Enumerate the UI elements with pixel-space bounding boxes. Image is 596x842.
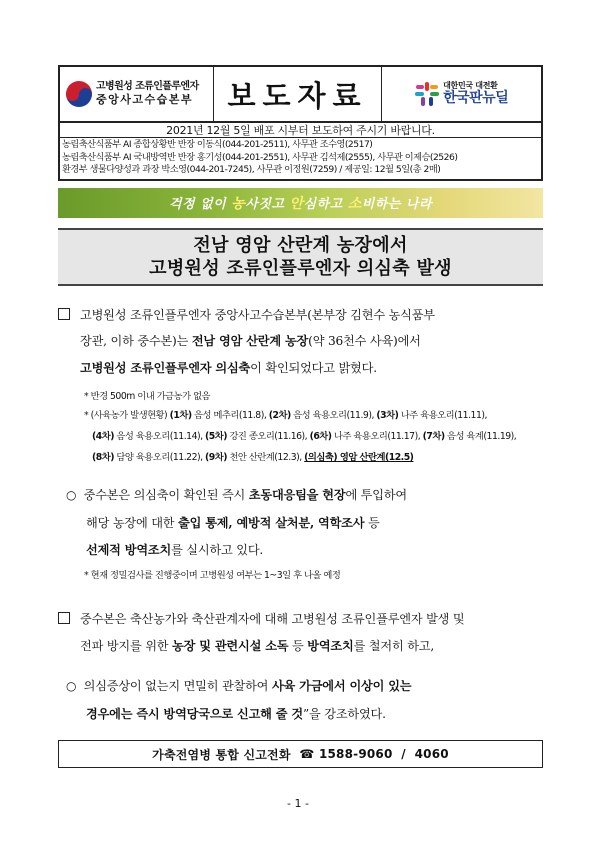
paragraph-2-line1: ○ 중수본은 의심축이 확인된 즉시 초동대응팀을 현장에 투입하여 xyxy=(66,488,407,502)
paragraph-2-line3: 선제적 방역조치를 실시하고 있다. xyxy=(86,543,264,557)
org-name-line2: 중앙사고수습본부 xyxy=(96,93,194,107)
page-number: - 1 - xyxy=(287,797,309,810)
newdeal-text xyxy=(443,81,508,107)
headline-line2: 고병원성 조류인플루엔자 의심축 발생 xyxy=(149,258,452,279)
paragraph-1-line2: 장관, 이하 중수본)는 전남 영암 산란계 농장(약 36천수 사육)에서 xyxy=(80,334,421,348)
paragraph-3-line2: 전파 방지를 위한 농장 및 관련시설 소독 등 방역조치를 철저히 하고, xyxy=(80,639,435,653)
slogan-text: 걱정 없이 농사짓고 안심하고 소비하는 나라 xyxy=(168,196,433,212)
note-inspection: * 현재 정밀검사를 진행중이며 고병원성 여부는 1~3일 후 나올 예정 xyxy=(84,570,341,581)
contact-line: 농림축산식품부 AI 국내방역반 반장 홍기성(044-201-2551), 사무관 김석제(2555), 사무관 이제승(2526) xyxy=(62,151,458,163)
paragraph-2-line2: 해당 농장에 대한 출입 통제, 예방적 살처분, 역학조사 등 xyxy=(86,516,380,530)
newdeal-slogan: 대한민국 대전환 xyxy=(443,80,498,90)
note-outbreak-history-line2: (4차) 음성 육용오리(11.14), (5차) 강진 종오리(11.16), (6차) 나주 육용오리(11.17), (7차) 음성 육계(11.19), xyxy=(92,431,517,442)
hotline-box xyxy=(58,740,543,768)
newdeal-logo-icon xyxy=(415,82,439,106)
government-emblem-icon xyxy=(66,81,92,107)
paragraph-3-line1: 중수본은 축산농가와 축산관계자에 대해 고병원성 조류인플루엔자 발생 및 xyxy=(58,606,465,632)
press-title: 보도자료 xyxy=(227,78,368,113)
hotline-number: 1588-9060 / 4060 xyxy=(318,747,449,761)
circle-bullet-icon: ○ xyxy=(66,488,77,502)
newdeal-name: 한국판뉴딜 xyxy=(443,90,509,107)
note-radius: * 반경 500m 이내 가금농가 없음 xyxy=(84,391,211,402)
paragraph-1-line3: 고병원성 조류인플루엔자 의심축이 확인되었다고 밝혔다. xyxy=(80,361,377,375)
contact-line: 농림축산식품부 AI 종합상황반 반장 이동식(044-201-2511), 사무관 조수영(2517) xyxy=(62,139,373,150)
slogan-banner xyxy=(58,188,543,218)
contact-list xyxy=(58,138,543,181)
headline-line1: 전남 영암 산란계 농장에서 xyxy=(193,235,408,256)
headline-box xyxy=(58,228,543,286)
release-note: 2021년 12월 5일 배포 시부터 보도하여 주시기 바랍니다. xyxy=(58,123,543,138)
note-outbreak-history-line3: (8차) 담양 육용오리(11.22), (9차) 천안 산란계(12.3), (의심축) 영암 산란계(12.5) xyxy=(92,452,414,463)
press-title-cell xyxy=(214,67,383,121)
hotline-label: 가축전염병 통합 신고전화 xyxy=(152,747,291,762)
org-cell xyxy=(60,67,214,121)
org-name-line1: 고병원성 조류인플루엔자 xyxy=(96,80,199,92)
paragraph-1-line1: 고병원성 조류인플루엔자 중앙사고수습본부(본부장 김현수 농식품부 xyxy=(58,302,435,328)
press-header xyxy=(58,65,543,181)
paragraph-4-line2: 경우에는 즉시 방역당국으로 신고해 줄 것”을 강조하였다. xyxy=(86,707,386,721)
square-bullet-icon xyxy=(58,612,70,624)
header-table xyxy=(58,65,543,123)
contact-line: 환경부 생물다양성과 과장 박소영(044-201-7245), 사무관 이정원(7259) / 제공일: 12월 5일(총 2매) xyxy=(62,164,441,175)
square-bullet-icon xyxy=(58,308,70,320)
newdeal-cell xyxy=(382,67,541,121)
paragraph-4-line1: ○ 의심증상이 없는지 면밀히 관찰하여 사육 가금에서 이상이 있는 xyxy=(66,679,412,693)
phone-icon: ☎ xyxy=(299,747,315,761)
circle-bullet-icon: ○ xyxy=(66,679,77,693)
note-outbreak-history-line1: * (사육농가 발생현황) (1차) 음성 메추리(11.8), (2차) 음성 육용오리(11.9), (3차) 나주 육용오리(11.11), xyxy=(84,410,487,421)
org-name xyxy=(96,81,199,107)
suspected-case-label: (의심축) 영암 산란계(12.5) xyxy=(304,452,414,463)
